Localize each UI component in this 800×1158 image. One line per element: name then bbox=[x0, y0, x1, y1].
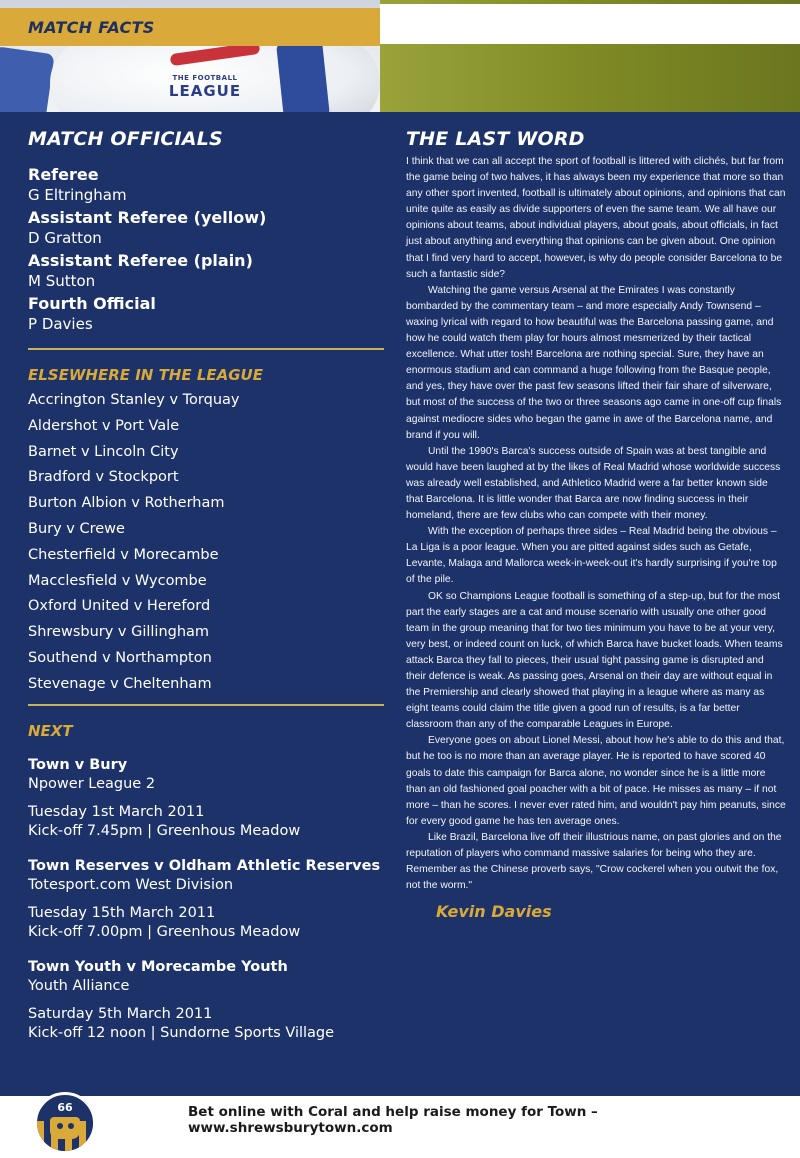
next-fixture-date: Saturday 5th March 2011 bbox=[28, 1005, 213, 1022]
mascot-face-icon bbox=[50, 1117, 80, 1139]
next-fixture-kickoff: Kick-off 12 noon | Sundorne Sports Village bbox=[28, 1024, 335, 1041]
fixture-item: Bradford v Stockport bbox=[28, 469, 179, 486]
official-role: Referee bbox=[28, 165, 99, 184]
next-fixture-kickoff: Kick-off 7.00pm | Greenhous Meadow bbox=[28, 923, 301, 940]
section-title: MATCH FACTS bbox=[28, 18, 155, 37]
official-name: P Davies bbox=[28, 315, 93, 333]
logo-small-text: THE FOOTBALL bbox=[172, 74, 238, 82]
next-fixture bbox=[28, 958, 384, 1043]
football-league-logo bbox=[160, 74, 250, 100]
fixture-item: Shrewsbury v Gillingham bbox=[28, 624, 210, 641]
footer-bar bbox=[0, 1096, 800, 1158]
official-role: Assistant Referee (plain) bbox=[28, 251, 253, 270]
article-paragraph: Everyone goes on about Lionel Messi, about how he's able to do this and that, but he too is no more than an average player. He is reported to have scored 40 goals to date this campaign for Barca alone, no wonder since he is a little more than an old fashioned goal poacher with a bit of pace. He misses as many – if not more – than he scores. I never ever rated him, and wouldn't pay him peanuts, since for every good game he has ten average ones. bbox=[406, 735, 786, 827]
official-role: Assistant Referee (yellow) bbox=[28, 208, 267, 227]
fixture-item: Chesterfield v Morecambe bbox=[28, 546, 219, 563]
next-fixture-teams: Town Youth v Morecambe Youth bbox=[28, 958, 288, 975]
divider bbox=[28, 704, 384, 706]
fixture-item: Barnet v Lincoln City bbox=[28, 443, 179, 460]
mascot-eye-icon bbox=[57, 1123, 63, 1129]
article-paragraph: Until the 1990's Barca's success outside of Spain was at best tangible and would have been laughed at by the likes of Real Madrid whose worldwide success was already well established, and Athletico Madrid were a far better known side that Barcelona. It is little wonder that Barca are now finding success in their homeland, there are few clubs who can compete with their money. bbox=[406, 445, 781, 522]
officials-title: MATCH OFFICIALS bbox=[28, 128, 223, 150]
next-fixture-teams: Town v Bury bbox=[28, 756, 128, 773]
footer-message: Bet online with Coral and help raise money for Town – www.shrewsburytown.com bbox=[188, 1104, 598, 1136]
article-paragraph: With the exception of perhaps three sides – Real Madrid being the obvious – La Liga is a poor league. When you are pitted against sides such as Getafe, Levante, Malaga and Mallorca week-in-week-out it's hardly surprising if you're top of the pile. bbox=[406, 526, 777, 586]
next-fixture-competition: Npower League 2 bbox=[28, 775, 156, 792]
next-fixture bbox=[28, 756, 384, 841]
header-white-strip bbox=[380, 4, 800, 44]
official-fourth bbox=[28, 293, 384, 334]
article-paragraph: I think that we can all accept the sport of football is littered with clichés, but far from the game being of two halves, it has always been my experience that more so than any other sport invented, football is ultimately about opinions, and opinions that can unite quite as easily as divide supporters of even the same team. We all have our opinions about teams, about individual players, about goals, about officials, in fact just about anything and everything that opinions can be given about. One opinion that I find very hard to accept, however, is why do people consider Barcelona to be such a fantastic side? bbox=[406, 156, 786, 280]
article-title: THE LAST WORD bbox=[406, 128, 585, 150]
article-paragraph: OK so Champions League football is something of a step-up, but for the most part the early stages are a cat and mouse scenario with usually one other good team in the group meaning that for two ties minimum you have to be at your very, very best, or indeed count on luck, of which Barca have bucket loads. When teams attack Barca they fall to pieces, their usual tight passing game is disrupted and their defence is weak. As passing goes, Arsenal on their day are without equal in the Premiership and clearly showed that playing in a league where as many as eight teams could claim the title given a good run of results, is a far better classroom than any of the comparable Leagues in Europe. bbox=[406, 590, 783, 731]
fixture-item: Aldershot v Port Vale bbox=[28, 417, 180, 434]
official-referee bbox=[28, 164, 384, 205]
fixture-item: Accrington Stanley v Torquay bbox=[28, 392, 240, 408]
section-tab bbox=[0, 8, 380, 46]
next-title: NEXT bbox=[28, 721, 73, 740]
mascot-eye-icon bbox=[68, 1123, 74, 1129]
article-body bbox=[406, 154, 786, 894]
right-column bbox=[406, 128, 786, 921]
elsewhere-title: ELSEWHERE IN THE LEAGUE bbox=[28, 366, 263, 384]
logo-big-text: LEAGUE bbox=[168, 82, 242, 100]
next-fixture-date: Tuesday 1st March 2011 bbox=[28, 803, 205, 820]
official-assistant-yellow bbox=[28, 207, 384, 248]
left-column bbox=[28, 128, 384, 1053]
next-fixture-competition: Youth Alliance bbox=[28, 977, 130, 994]
fixture-list bbox=[28, 388, 384, 698]
divider bbox=[28, 348, 384, 350]
fixture-item: Burton Albion v Rotherham bbox=[28, 495, 225, 512]
article-author: Kevin Davies bbox=[436, 902, 552, 922]
club-mascot-badge bbox=[34, 1092, 96, 1154]
next-fixture bbox=[28, 857, 384, 942]
official-name: G Eltringham bbox=[28, 186, 127, 204]
official-name: M Sutton bbox=[28, 272, 96, 290]
official-assistant-plain bbox=[28, 250, 384, 291]
ball-panel-blue-right bbox=[276, 38, 330, 112]
fixture-item: Stevenage v Cheltenham bbox=[28, 675, 212, 692]
fixture-item: Bury v Crewe bbox=[28, 520, 125, 537]
next-fixture-date: Tuesday 15th March 2011 bbox=[28, 904, 216, 921]
next-fixture-teams: Town Reserves v Oldham Athletic Reserves bbox=[28, 857, 381, 874]
ball-panel-blue bbox=[0, 46, 55, 112]
fixture-item: Southend v Northampton bbox=[28, 649, 212, 666]
article-paragraph: Like Brazil, Barcelona live off their illustrious name, on past glories and on the reputation of players who command massive salaries for being who they are. Remember as the Chinese proverb says, "Crow cockerel when you outwit the fox, not the worm." bbox=[406, 831, 782, 892]
next-fixture-kickoff: Kick-off 7.45pm | Greenhous Meadow bbox=[28, 822, 301, 839]
official-role: Fourth Official bbox=[28, 294, 156, 313]
article-paragraph: Watching the game versus Arsenal at the Emirates I was constantly bombarded by the commentary team – and more especially Andy Townsend – waxing lyrical with regard to how beautiful was the Barcelona passing game, and how he could watch them play for hours almost mesmerized by their tactical excellence. What utter tosh! Barcelona are nothing special. Sure, they have an enormous stadium and can command a huge following from the Basque people, and yes, they have over the past few seasons lifted their fair share of silverware, but most of the success of the two or three seasons ago came in one-off cup finals against mediocre sides who began the game in awe of the Barcelona name, and brand if you will. bbox=[406, 284, 782, 441]
fixture-item: Macclesfield v Wycombe bbox=[28, 572, 207, 589]
official-name: D Gratton bbox=[28, 229, 102, 247]
next-fixture-competition: Totesport.com West Division bbox=[28, 876, 234, 893]
page-number: 66 bbox=[57, 1101, 73, 1114]
fixture-item: Oxford United v Hereford bbox=[28, 598, 211, 615]
